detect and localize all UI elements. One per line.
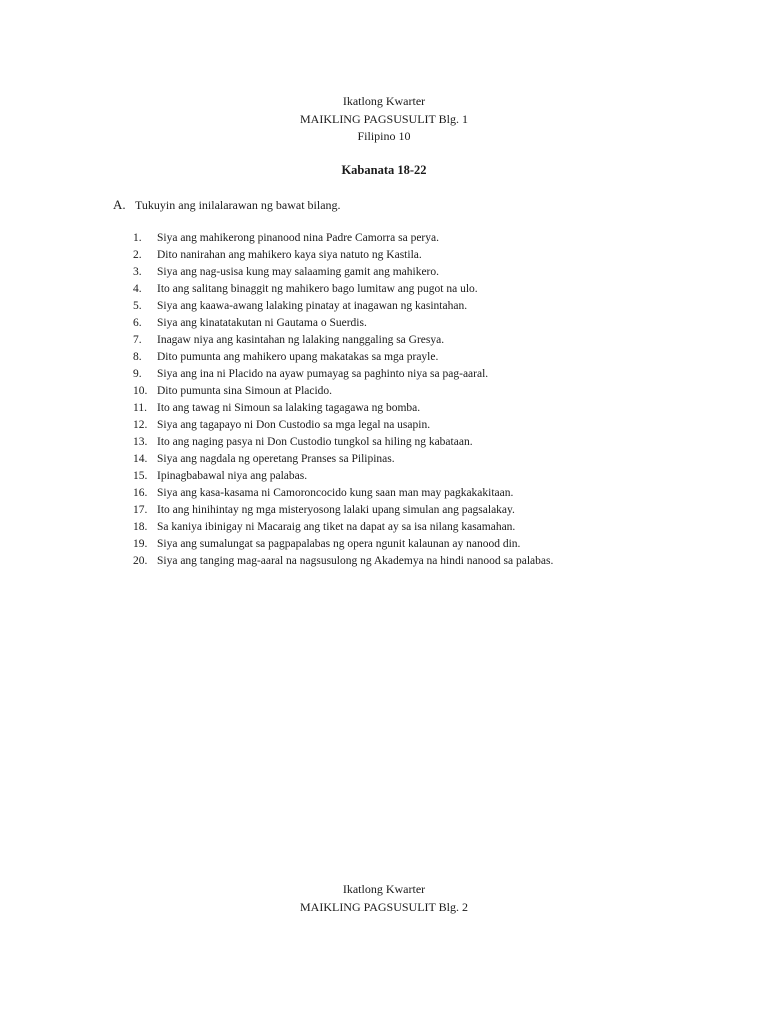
question-text: Siya ang nagdala ng operetang Pranses sa Pilipinas. bbox=[157, 453, 395, 465]
question-number: 12. bbox=[133, 419, 148, 431]
question-text: Siya ang kaawa-awang lalaking pinatay at inagawan ng kasintahan. bbox=[157, 300, 468, 312]
question-number: 4. bbox=[133, 283, 142, 295]
question-number: 14. bbox=[133, 453, 148, 465]
question-number: 17. bbox=[133, 504, 148, 516]
question-text: Siya ang mahikerong pinanood nina Padre Camorra sa perya. bbox=[157, 232, 439, 244]
question-number: 18. bbox=[133, 521, 148, 533]
question-number: 1. bbox=[133, 232, 142, 244]
question-number: 5. bbox=[133, 300, 142, 312]
subject-label: Filipino 10 bbox=[357, 129, 411, 143]
quiz-title: MAIKLING PAGSUSULIT Blg. 2 bbox=[299, 899, 469, 914]
question-text: Ito ang tawag ni Simoun sa lalaking tagagawa ng bomba. bbox=[157, 402, 421, 414]
quiz-header-2 bbox=[0, 881, 768, 916]
question-number: 16. bbox=[133, 487, 148, 499]
question-text: Ipinagbabawal niya ang palabas. bbox=[157, 470, 308, 482]
question-text: Siya ang kinatatakutan ni Gautama o Suerdis. bbox=[157, 317, 367, 329]
question-number: 9. bbox=[133, 368, 142, 380]
question-text: Siya ang kasa-kasama ni Camoroncocido kung saan man may pagkakakitaan. bbox=[157, 487, 514, 499]
question-number: 8. bbox=[133, 351, 142, 363]
question-text: Dito nanirahan ang mahikero kaya siya natuto ng Kastila. bbox=[157, 249, 422, 261]
question-number: 10. bbox=[133, 385, 148, 397]
section-letter: A. bbox=[113, 197, 126, 212]
question-number: 11. bbox=[133, 402, 147, 414]
quiz-header-1 bbox=[0, 93, 768, 146]
question-text: Inagaw niya ang kasintahan ng lalaking nanggaling sa Gresya. bbox=[157, 334, 445, 346]
question-text: Dito pumunta ang mahikero upang makatakas sa mga prayle. bbox=[157, 351, 439, 363]
section-instruction: Tukuyin ang inilalarawan ng bawat bilang. bbox=[135, 198, 341, 212]
question-text: Ito ang hinihintay ng mga misteryosong lalaki upang simulan ang pagsalakay. bbox=[157, 504, 515, 516]
question-text: Sa kaniya ibinigay ni Macaraig ang tiket na dapat ay sa isa nilang kasamahan. bbox=[157, 521, 516, 533]
chapter-title: Kabanata 18-22 bbox=[341, 163, 427, 177]
question-text: Siya ang sumalungat sa pagpapalabas ng opera ngunit kalaunan ay nanood din. bbox=[157, 538, 521, 550]
question-text: Ito ang naging pasya ni Don Custodio tungkol sa hiling ng kabataan. bbox=[157, 436, 473, 448]
question-text: Siya ang tagapayo ni Don Custodio sa mga legal na usapin. bbox=[157, 419, 431, 431]
question-number: 20. bbox=[133, 555, 148, 567]
question-text: Siya ang ina ni Placido na ayaw pumayag sa paghinto niya sa pag-aaral. bbox=[157, 368, 489, 380]
question-number: 19. bbox=[133, 538, 148, 550]
question-number: 7. bbox=[133, 334, 142, 346]
question-number: 2. bbox=[133, 249, 142, 261]
question-number: 13. bbox=[133, 436, 148, 448]
quarter-label: Ikatlong Kwarter bbox=[342, 94, 426, 108]
question-number: 6. bbox=[133, 317, 142, 329]
quarter-label: Ikatlong Kwarter bbox=[342, 882, 426, 896]
section-a bbox=[113, 196, 341, 214]
quiz-title: MAIKLING PAGSUSULIT Blg. 1 bbox=[299, 111, 469, 126]
question-text: Ito ang salitang binaggit ng mahikero bago lumitaw ang pugot na ulo. bbox=[157, 283, 478, 295]
question-number: 3. bbox=[133, 266, 142, 278]
question-text: Siya ang tanging mag-aaral na nagsusulong ng Akademya na hindi nanood sa palabas. bbox=[157, 555, 554, 567]
question-text: Siya ang nag-usisa kung may salaaming gamit ang mahikero. bbox=[157, 266, 440, 278]
question-number: 15. bbox=[133, 470, 148, 482]
question-text: Dito pumunta sina Simoun at Placido. bbox=[157, 385, 333, 397]
